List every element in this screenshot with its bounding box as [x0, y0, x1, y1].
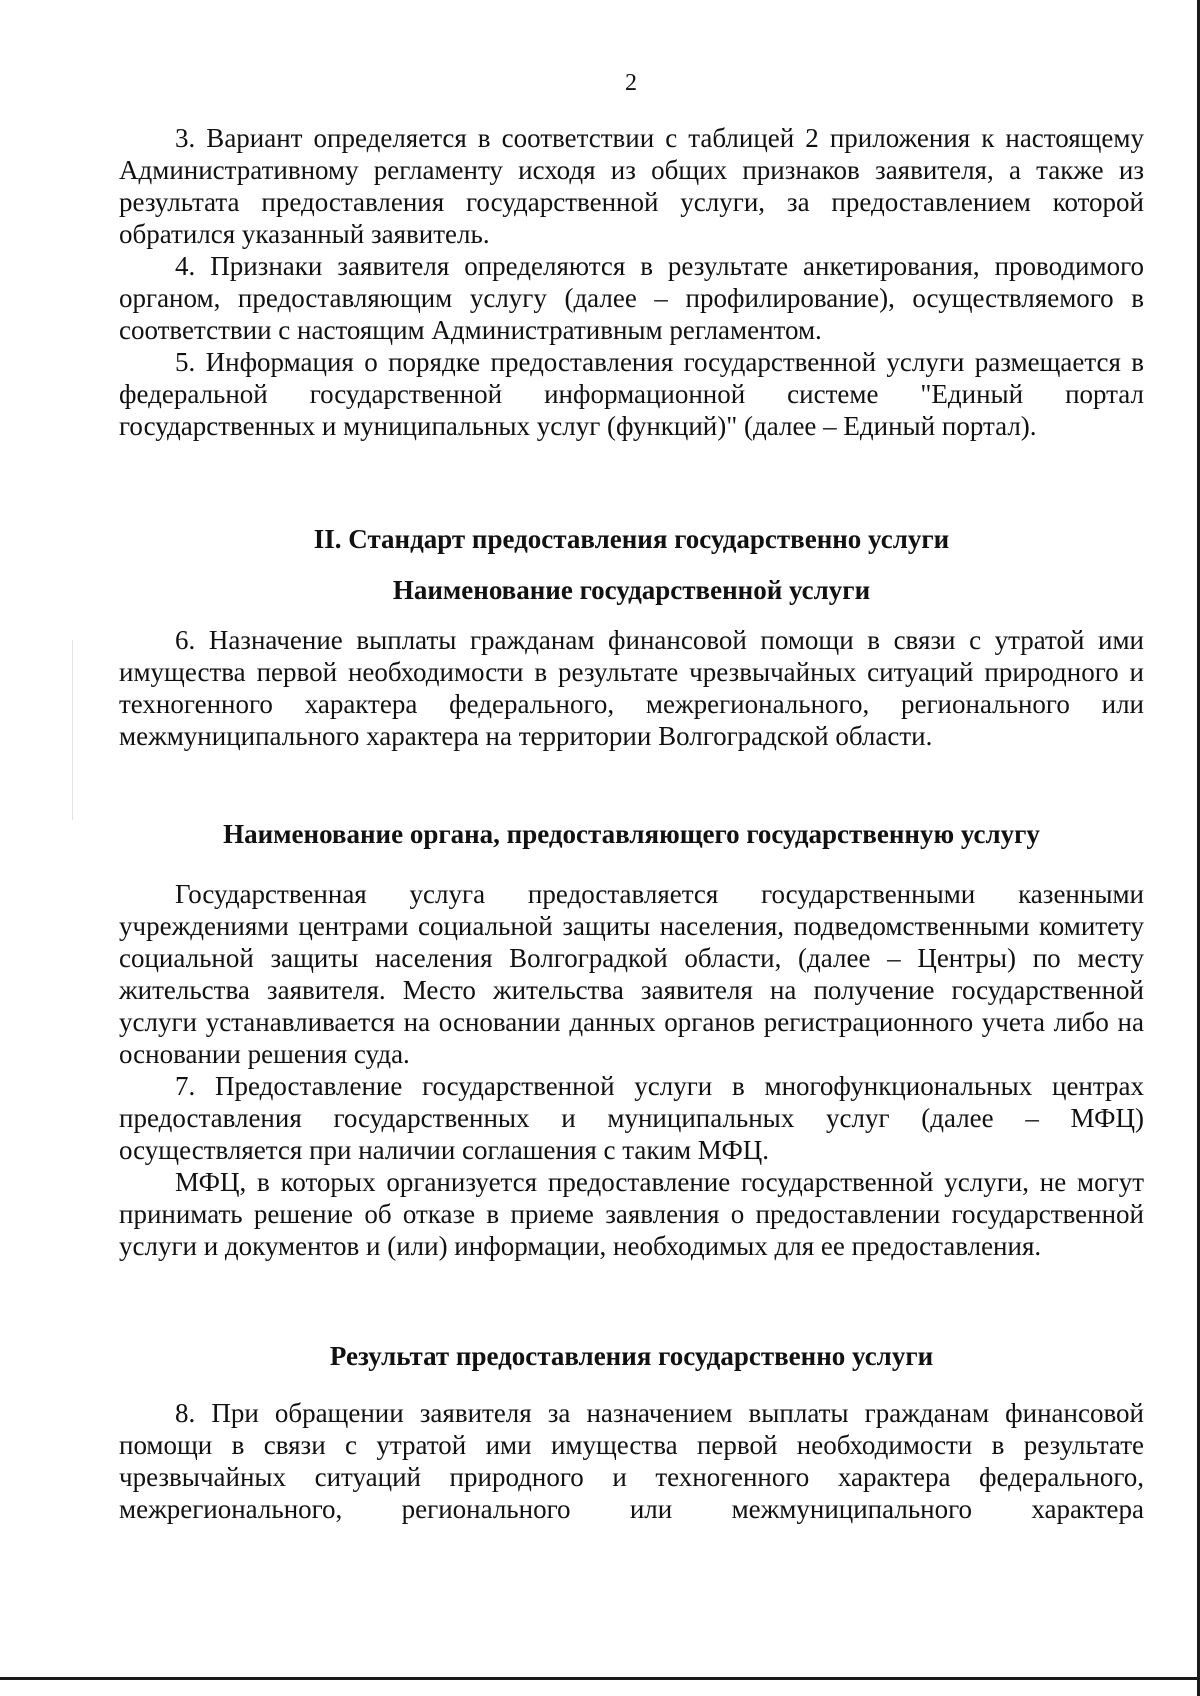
- section-1-body: [119, 122, 1144, 442]
- paragraph-8: 8. При обращении заявителя за назначением выплаты гражданам финансовой помощи в связи с утратой ими имущества первой необходимости в результате чрезвычайных ситуаций природного и техногенного характера федерального, межрегионального, регионального или межмуниципального характера: [119, 1398, 1144, 1524]
- authority-body: [119, 878, 1144, 1262]
- paragraph-mfc: МФЦ, в которых организуется предоставление государственной услуги, не могут принимать решение об отказе в приеме заявления о предоставлении государственной услуги и документов и (или) информации, необходимых для ее предоставления.: [119, 1167, 1144, 1261]
- result-heading: Результат предоставления государственно услуги: [329, 1341, 934, 1371]
- section-2-title: II. Стандарт предоставления государственно услуги: [313, 524, 950, 554]
- paragraph-6: 6. Назначение выплаты гражданам финансовой помощи в связи с утратой ими имущества первой необходимости в результате чрезвычайных ситуаций природного и техногенного характера федерального, межрегионального, регионального или межмуниципального характера на территории Волгоградской области.: [119, 625, 1144, 751]
- paragraph-7: 7. Предоставление государственной услуги в многофункциональных центрах предоставления государственных и муниципальных услуг (далее – МФЦ) осуществляется при наличии соглашения с таким МФЦ.: [119, 1071, 1144, 1165]
- paragraph-5: 5. Информация о порядке предоставления государственной услуги размещается в федеральной государственной информационной системе "Единый портал государственных и муниципальных услуг (функций)" (далее – Единый портал).: [119, 347, 1144, 441]
- result-body: [119, 1397, 1144, 1525]
- scan-edge-bottom: [0, 1677, 1200, 1680]
- scan-margin-mark: [72, 640, 73, 820]
- authority-heading: Наименование органа, предоставляющего государственную услугу: [223, 819, 1040, 849]
- service-name-body: [119, 624, 1144, 752]
- page-number: 2: [625, 70, 637, 96]
- service-name-heading: Наименование государственной услуги: [392, 575, 871, 605]
- paragraph-4: 4. Признаки заявителя определяются в результате анкетирования, проводимого органом, предоставляющим услугу (далее – профилирование), осуществляемого в соответствии с настоящим Административным регламентом.: [119, 251, 1144, 345]
- paragraph-organization: Государственная услуга предоставляется государственными казенными учреждениями центрами социальной защиты населения, подведомственными комитету социальной защиты населения Волгоградкой области, (далее – Центры) по месту жительства заявителя. Место жительства заявителя на получение государственной услуги устанавливается на основании данных органов регистрационного учета либо на основании решения суда.: [119, 879, 1144, 1069]
- paragraph-3: 3. Вариант определяется в соответствии с таблицей 2 приложения к настоящему Административному регламенту исходя из общих признаков заявителя, а также из результата предоставления государственной услуги, за предоставлением которой обратился указанный заявитель.: [119, 123, 1144, 249]
